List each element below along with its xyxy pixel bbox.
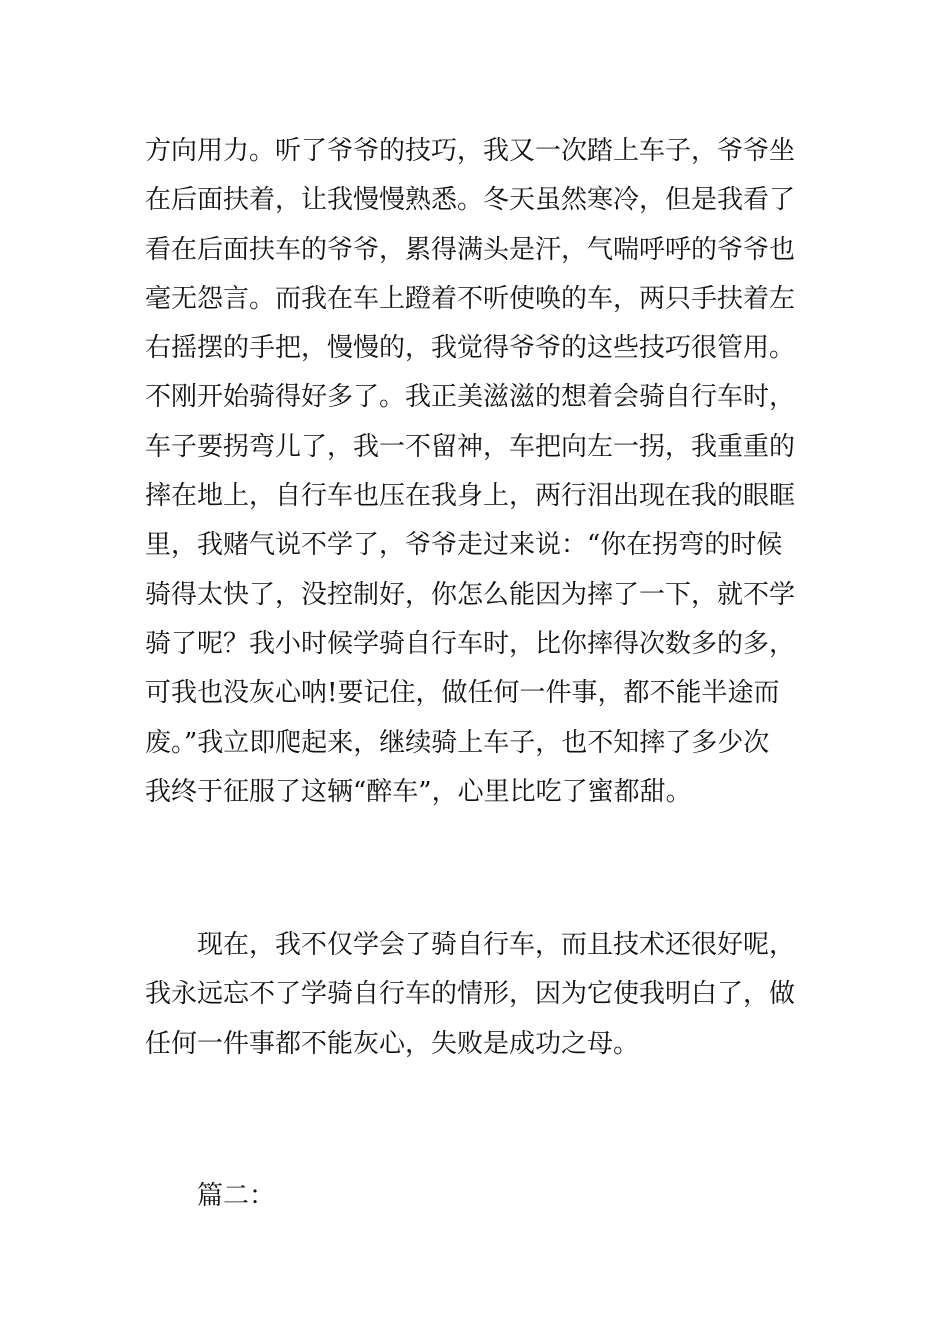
paragraph-story-body [145, 127, 825, 817]
text-line: 看在后面扶车的爷爷，累得满头是汗，气喘呼呼的爷爷也 [145, 234, 796, 265]
section-heading-part-two [145, 1172, 825, 1221]
text-line: 可我也没灰心呐!要记住，做任何一件事，都不能半途而 [145, 678, 780, 709]
text-line: 右摇摆的手把，慢慢的，我觉得爷爷的这些技巧很管用。 [145, 333, 796, 364]
text-line: 在后面扶着，让我慢慢熟悉。冬天虽然寒冷，但是我看了 [145, 185, 796, 216]
text-line: 任何一件事都不能灰心，失败是成功之母。 [145, 1028, 640, 1059]
paragraph-conclusion [145, 921, 825, 1069]
text-line: 车子要拐弯儿了，我一不留神，车把向左一拐，我重重的 [145, 431, 796, 462]
text-line: 骑得太快了，没控制好，你怎么能因为摔了一下，就不学 [145, 579, 796, 610]
text-line: 我永远忘不了学骑自行车的情形，因为它使我明白了，做 [145, 979, 796, 1010]
text-line: 里，我赌气说不学了，爷爷走过来说：“你在拐弯的时候 [145, 530, 783, 561]
text-line: 毫无怨言。而我在车上蹬着不听使唤的车，两只手扶着左 [145, 283, 796, 314]
text-line: 方向用力。听了爷爷的技巧，我又一次踏上车子，爷爷坐 [145, 136, 796, 166]
text-line: 骑了呢？我小时候学骑自行车时，比你摔得次数多的多， [145, 628, 796, 659]
text-line: 废。”我立即爬起来，继续骑上车子，也不知摔了多少次 [145, 727, 770, 758]
text-line: 不刚开始骑得好多了。我正美滋滋的想着会骑自行车时， [145, 382, 796, 413]
text-line: 我终于征服了这辆“醉车”，心里比吃了蜜都甜。 [145, 776, 692, 807]
section-heading-text: 篇二： [145, 1181, 276, 1211]
text-line: 现在，我不仅学会了骑自行车，而且技术还很好呢， [145, 930, 796, 960]
text-line: 摔在地上，自行车也压在我身上，两行泪出现在我的眼眶 [145, 481, 796, 512]
